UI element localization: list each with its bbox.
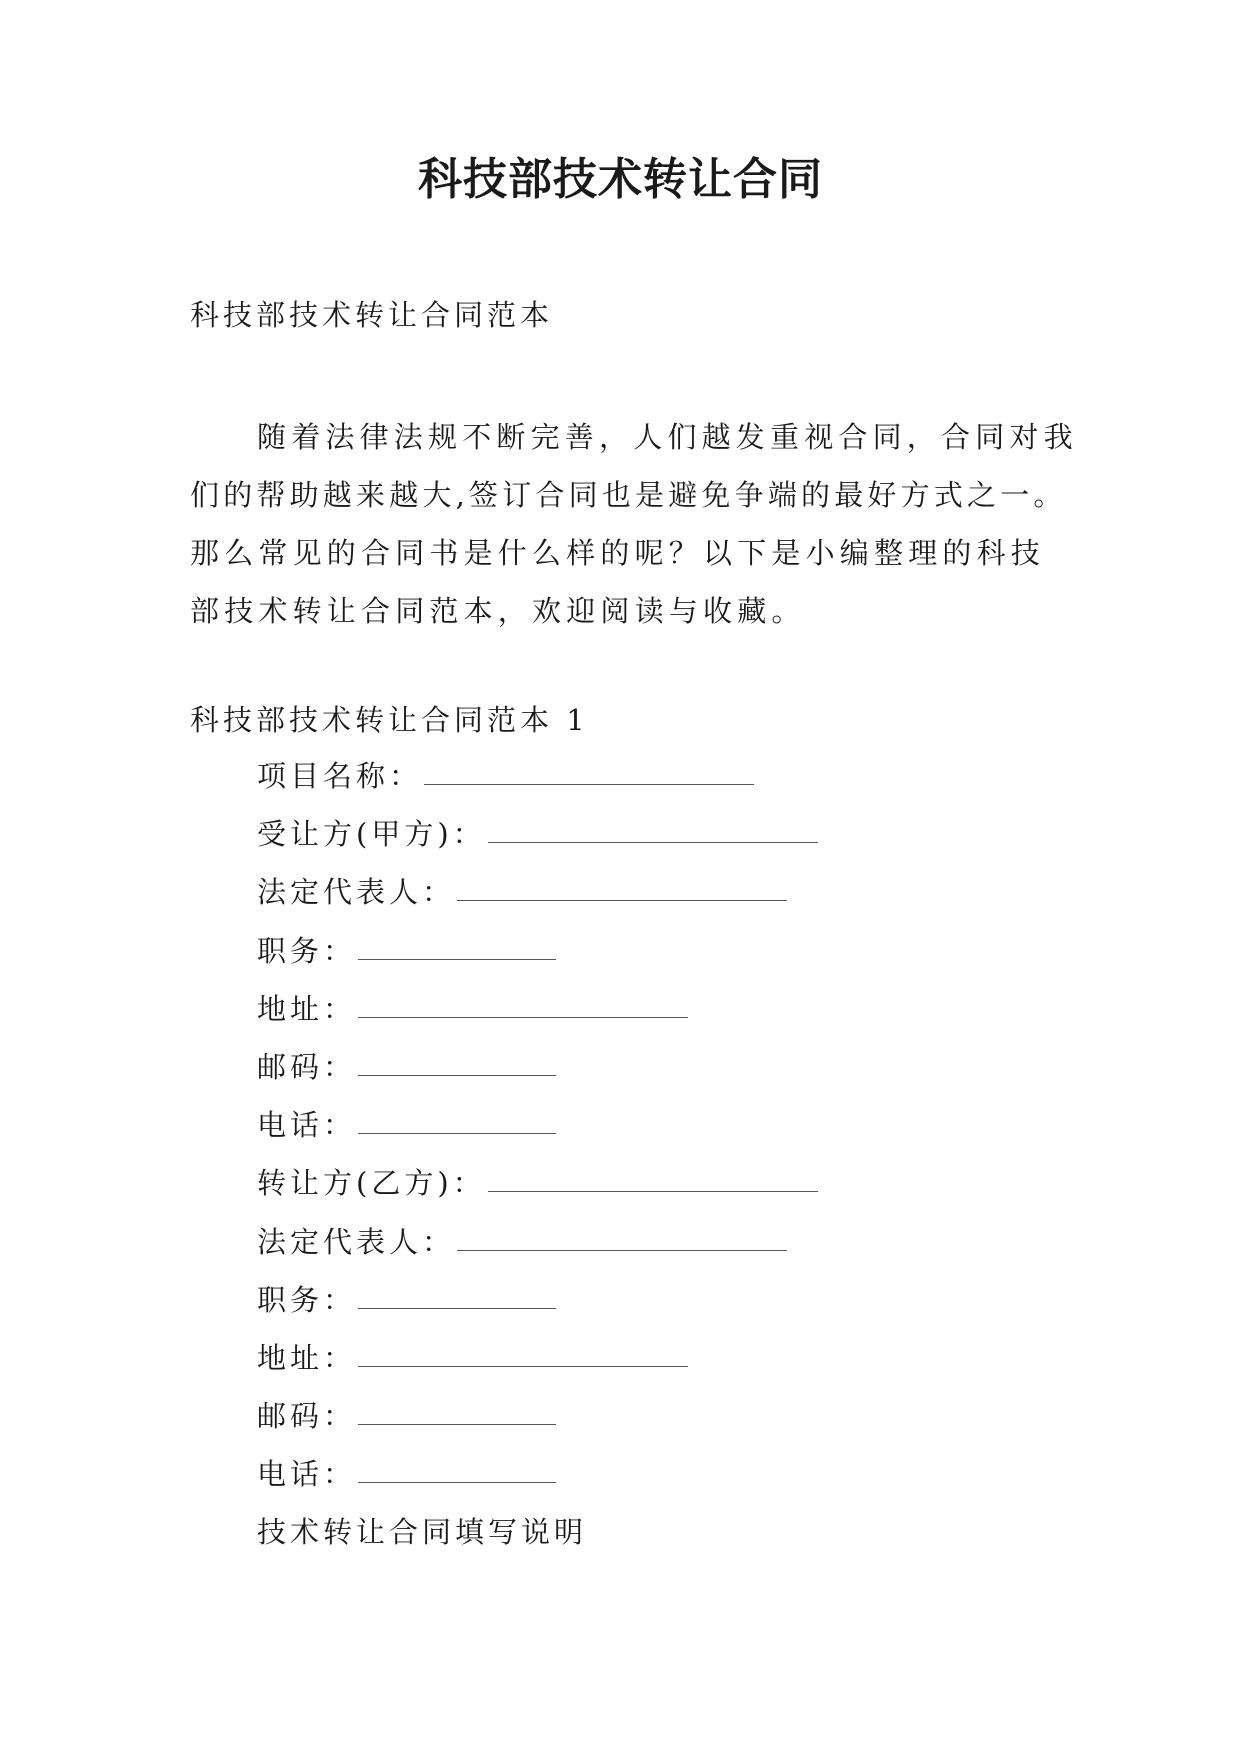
field-row [257,989,818,1047]
intro-line: 部技术转让合同范本，欢迎阅读与收藏。 [190,594,806,628]
field-row [257,814,818,872]
field-row [257,931,818,989]
field-row [257,1105,818,1163]
field-label: 转让方(乙方)： [257,1166,486,1201]
field-row [257,756,818,814]
blank-line[interactable] [358,1105,556,1134]
blank-line[interactable] [358,1338,688,1367]
intro-line: 们的帮助越来越大,签订合同也是避免争端的最好方式之一。 [190,478,1067,512]
blank-line[interactable] [457,1222,787,1251]
field-label: 地址： [257,1340,357,1375]
party-fields [257,756,818,1512]
field-label: 法定代表人： [257,1224,456,1259]
field-row [257,1280,818,1338]
field-label: 法定代表人： [257,875,456,910]
blank-line[interactable] [457,872,787,901]
blank-line[interactable] [358,989,688,1018]
field-label: 受让方(甲方)： [257,817,486,852]
intro-paragraph [190,408,1078,640]
field-row [257,1222,818,1280]
field-row [257,1396,818,1454]
blank-line[interactable] [358,1047,556,1076]
field-row [257,872,818,930]
field-label: 邮码： [257,1049,357,1084]
blank-line[interactable] [488,814,818,843]
instructions-heading: 技术转让合同填写说明 [257,1515,588,1549]
field-row [257,1454,818,1512]
blank-line[interactable] [488,1163,818,1192]
field-row [257,1047,818,1105]
document-title: 科技部技术转让合同 [418,154,823,205]
blank-line[interactable] [358,1454,556,1483]
section-title: 科技部技术转让合同范本 1 [190,703,589,737]
field-label: 职务： [257,1282,357,1317]
blank-line[interactable] [358,1396,556,1425]
intro-line: 随着法律法规不断完善，人们越发重视合同，合同对我 [257,420,1078,454]
field-label: 职务： [257,933,357,968]
blank-line[interactable] [358,931,556,960]
field-row [257,1163,818,1221]
field-label: 电话： [257,1457,357,1492]
field-label: 项目名称： [257,759,423,793]
field-label: 地址： [257,991,357,1026]
intro-line: 那么常见的合同书是什么样的呢？以下是小编整理的科技 [190,536,1046,570]
blank-line[interactable] [424,756,754,785]
document-subtitle: 科技部技术转让合同范本 [190,298,554,332]
field-row [257,1338,818,1396]
blank-line[interactable] [358,1280,556,1309]
field-label: 邮码： [257,1399,357,1434]
field-label: 电话： [257,1108,357,1143]
